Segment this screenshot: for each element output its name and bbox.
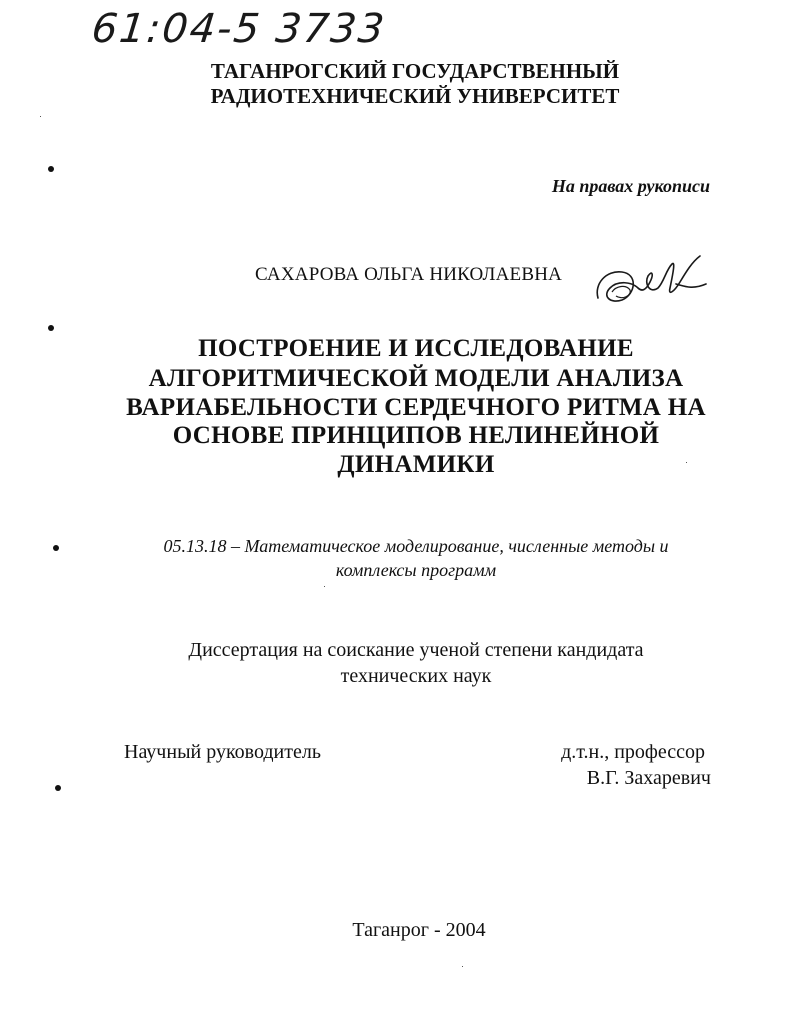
scan-mark <box>53 545 59 551</box>
thesis-title-line-4: ОСНОВЕ ПРИНЦИПОВ НЕЛИНЕЙНОЙ <box>172 422 660 449</box>
scan-mark <box>48 166 54 172</box>
specialty-line-2: комплексы программ <box>335 560 497 580</box>
university-name-line-2: РАДИОТЕХНИЧЕСКИЙ УНИВЕРСИТЕТ <box>210 84 620 108</box>
scan-speck <box>40 116 41 117</box>
dissertation-degree-line-1: Диссертация на соискание ученой степени кандидата <box>188 639 644 661</box>
archive-code-handwritten: 61:04-5 3733 <box>89 6 389 52</box>
author-name: САХАРОВА ОЛЬГА НИКОЛАЕВНА <box>255 264 563 285</box>
thesis-title-line-3: ВАРИАБЕЛЬНОСТИ СЕРДЕЧНОГО РИТМА НА <box>126 394 706 421</box>
thesis-title-line-2: АЛГОРИТМИЧЕСКОЙ МОДЕЛИ АНАЛИЗА <box>148 365 684 392</box>
author-signature <box>592 248 712 312</box>
thesis-title-line-5: ДИНАМИКИ <box>337 451 495 478</box>
scan-speck <box>686 462 687 463</box>
dissertation-degree-line-2: технических наук <box>340 665 492 687</box>
scan-speck <box>324 586 325 587</box>
supervisor-degree: д.т.н., профессор <box>561 741 705 763</box>
scan-mark <box>55 785 61 791</box>
city-year: Таганрог - 2004 <box>352 919 486 941</box>
university-name-line-1: ТАГАНРОГСКИЙ ГОСУДАРСТВЕННЫЙ <box>210 59 620 83</box>
supervisor-name: В.Г. Захаревич <box>586 767 711 789</box>
scan-mark <box>48 325 54 331</box>
specialty-line-1: 05.13.18 – Математическое моделирование, численные методы и <box>163 536 669 556</box>
manuscript-rights-note: На правах рукописи <box>551 176 710 196</box>
thesis-title-line-1: ПОСТРОЕНИЕ И ИССЛЕДОВАНИЕ <box>198 335 634 362</box>
scan-speck <box>462 966 463 967</box>
supervisor-label: Научный руководитель <box>124 741 321 763</box>
